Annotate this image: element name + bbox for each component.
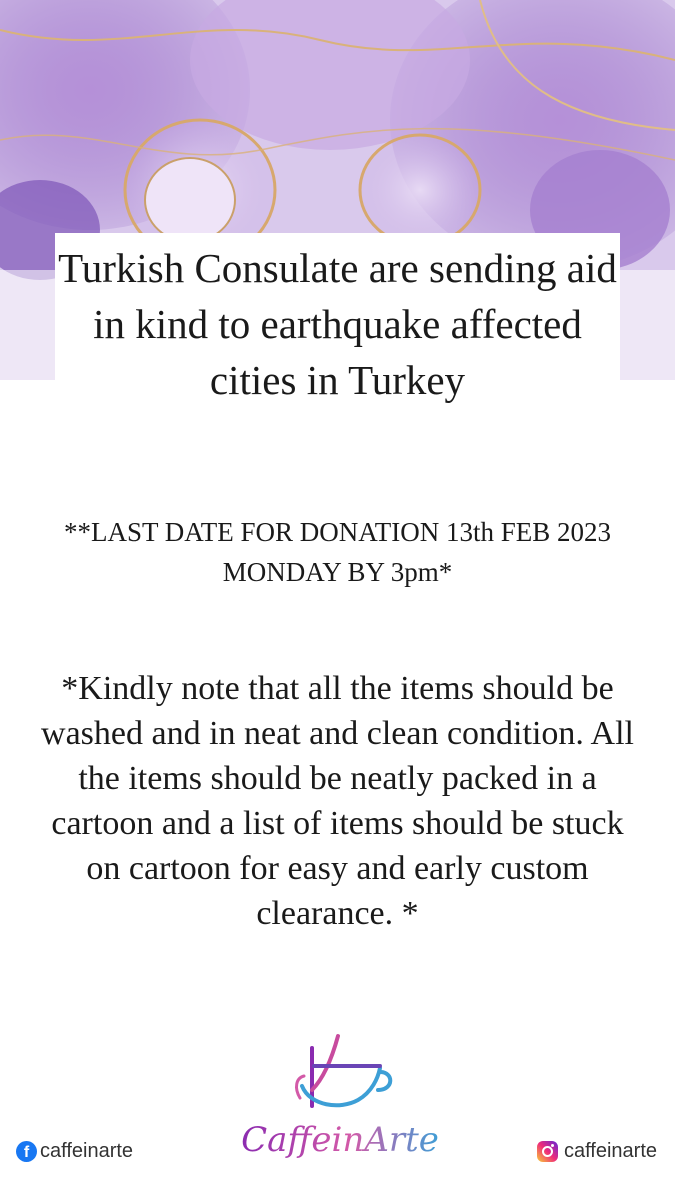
facebook-handle[interactable] (16, 1140, 133, 1163)
brand-name: CaffeinArte (241, 1120, 439, 1160)
donation-deadline: **LAST DATE FOR DONATION 13th FEB 2023 MONDAY BY 3pm* (63, 517, 612, 587)
instagram-icon (537, 1141, 558, 1162)
cup-icon (240, 1028, 440, 1128)
brand-logo (240, 1028, 440, 1178)
facebook-handle-text: caffeinarte (40, 1140, 134, 1162)
facebook-icon: f (16, 1141, 37, 1162)
instagram-handle[interactable] (537, 1140, 657, 1163)
headline: Turkish Consulate are sending aid in kind to earthquake affected cities in Turkey (58, 245, 617, 403)
packing-instructions: *Kindly note that all the items should be washed and in neat and clean condition. All the items should be neatly packed in a cartoon and a list of items should be stuck on cartoon for easy and early custom clearance. * (41, 670, 634, 932)
instagram-handle-text: caffeinarte (563, 1140, 657, 1162)
